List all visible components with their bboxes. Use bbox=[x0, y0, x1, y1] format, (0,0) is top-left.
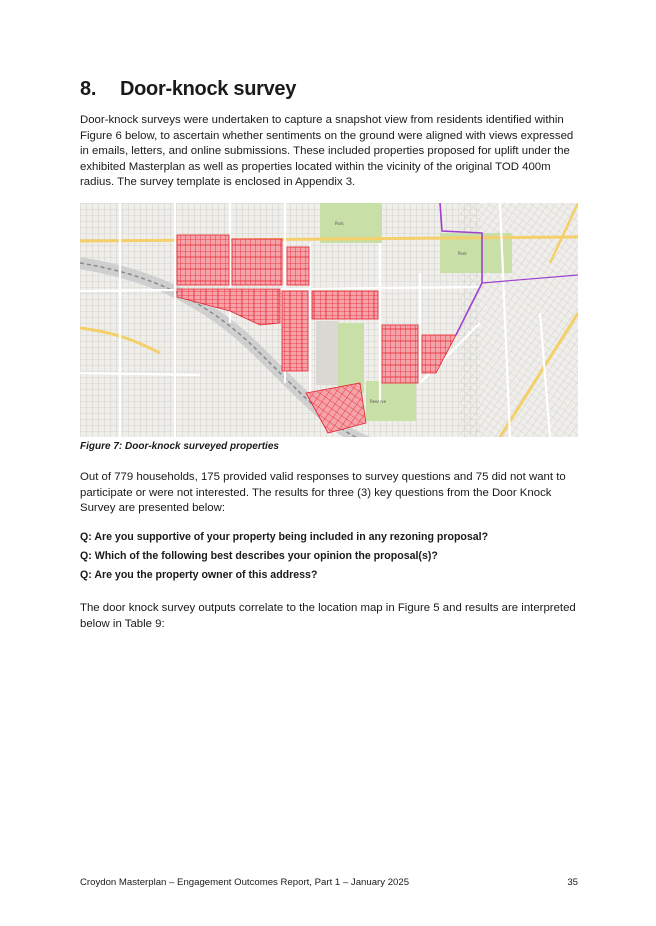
results-paragraph: Out of 779 households, 175 provided valid responses to survey questions and 75 did not want to participate or were not interested. The results for three (3) key questions from the Door Knock Survey are presented below: bbox=[80, 471, 566, 515]
footer-title: Croydon Masterplan – Engagement Outcomes Report, Part 1 – January 2025 bbox=[80, 877, 410, 888]
surveyed-block-2 bbox=[232, 239, 282, 285]
page-number: 35 bbox=[567, 877, 578, 888]
intro-paragraph: Door-knock surveys were undertaken to capture a snapshot view from residents identified within Figure 6 below, to ascertain whether sentiments on the ground were aligned with views expressed in emails, letters, and online submissions. These included properties proposed for uplift under the exhibited Masterplan as well as properties located within the vicinity of the original TOD 400m radius. The survey template is enclosed in Appendix 3. bbox=[80, 114, 574, 189]
surveyed-block-6 bbox=[312, 291, 378, 319]
survey-question-1: Q: Are you supportive of your property being included in any rezoning proposal? bbox=[80, 531, 489, 543]
survey-question-3: Q: Are you the property owner of this address? bbox=[80, 569, 318, 581]
survey-map bbox=[80, 203, 578, 437]
section-title: Door-knock survey bbox=[120, 78, 297, 100]
figure-caption: Figure 7: Door-knock surveyed properties bbox=[80, 441, 279, 452]
svg-text:Reserve: Reserve bbox=[370, 399, 387, 404]
survey-question-2: Q: Which of the following best describes your opinion the proposal(s)? bbox=[80, 550, 438, 562]
svg-text:Park: Park bbox=[458, 251, 467, 256]
surveyed-block-7 bbox=[382, 325, 418, 383]
page-footer bbox=[80, 877, 578, 888]
survey-map-graphic bbox=[80, 203, 578, 437]
section-number: 8. bbox=[80, 78, 97, 100]
surveyed-block-1 bbox=[177, 235, 229, 285]
surveyed-block-5 bbox=[282, 291, 308, 371]
map-park-north bbox=[320, 203, 382, 243]
closing-paragraph: The door knock survey outputs correlate to the location map in Figure 5 and results are interpreted below in Table 9: bbox=[80, 602, 576, 630]
map-block-grey bbox=[316, 321, 338, 385]
surveyed-block-3 bbox=[287, 247, 309, 285]
section-heading bbox=[80, 78, 296, 101]
map-park-school bbox=[338, 323, 364, 393]
svg-text:Park: Park bbox=[335, 221, 344, 226]
